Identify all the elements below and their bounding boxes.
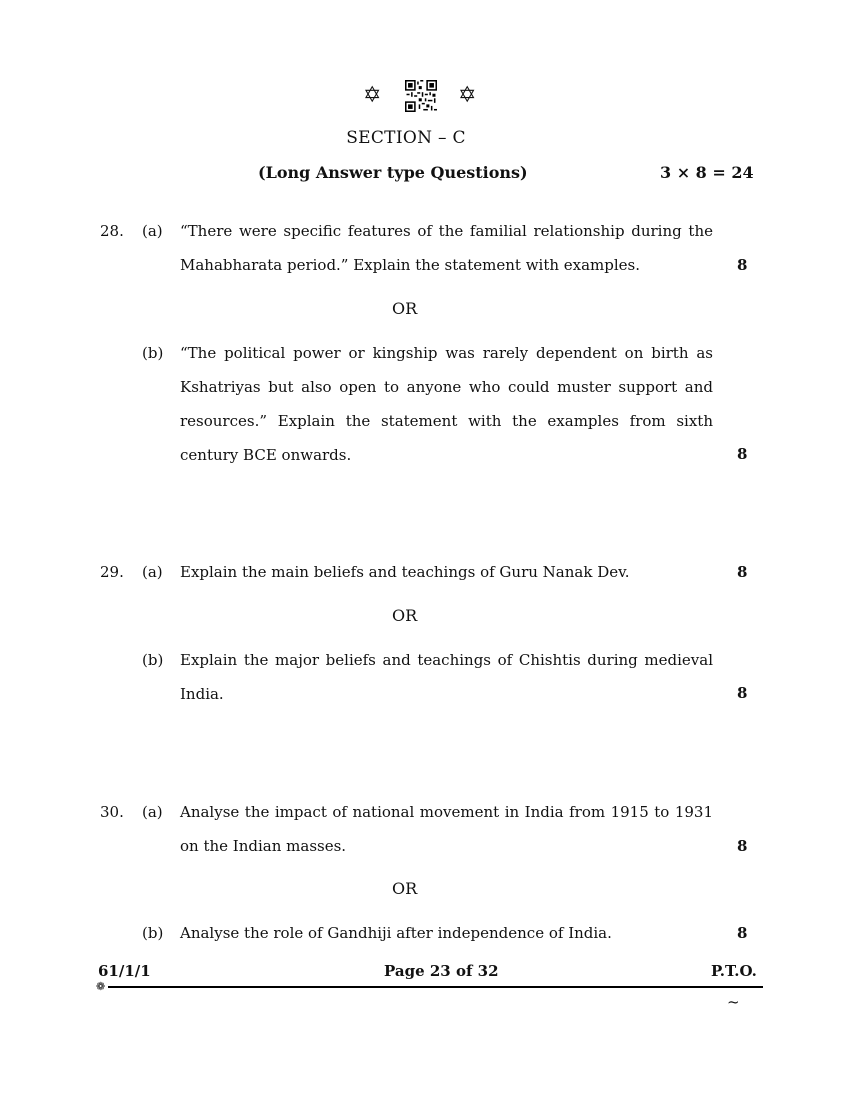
emblem-icon: ❁ — [96, 980, 106, 993]
question-number: 29. — [100, 563, 124, 581]
question-text: Analyse the role of Gandhiji after independence of India. — [180, 924, 612, 942]
question-number: 30. — [100, 803, 124, 821]
or-separator: OR — [392, 606, 418, 625]
section-title: SECTION – C — [346, 128, 466, 148]
or-separator: OR — [392, 299, 418, 318]
question-part-label: (b) — [142, 924, 164, 942]
question-text: Analyse the impact of national movement in India from 1915 to 1931 on the Indian masses. — [180, 803, 713, 855]
question-text: Explain the main beliefs and teachings of Guru Nanak Dev. — [180, 563, 630, 581]
question-part-label: (b) — [142, 651, 164, 669]
or-separator: OR — [392, 879, 418, 898]
section-marks-total: 3 × 8 = 24 — [660, 163, 754, 182]
question-text: “The political power or kingship was rarely dependent on birth as Kshatriyas but also open to anyone who could muster support and resources.” Explain the statement with the examples from sixth century BCE onwards. — [180, 344, 713, 464]
question-part-label: (a) — [142, 803, 163, 821]
question-marks: 8 — [737, 445, 748, 463]
question-marks: 8 — [737, 684, 748, 702]
pto-label: P.T.O. — [711, 962, 757, 980]
question-part-label: (a) — [142, 222, 163, 240]
tilde-mark: ~ — [727, 993, 740, 1011]
question-marks: 8 — [737, 837, 748, 855]
qr-code-icon — [405, 80, 437, 116]
question-text: “There were specific features of the familial relationship during the Mahabharata period.” Explain the statement with examples. — [180, 222, 713, 274]
question-marks: 8 — [737, 563, 748, 581]
page-number: Page 23 of 32 — [384, 962, 499, 980]
star-of-david-icon-right: ✡ — [458, 83, 477, 108]
question-text: Explain the major beliefs and teachings of Chishtis during medieval India. — [180, 651, 713, 703]
question-marks: 8 — [737, 924, 748, 942]
paper-code: 61/1/1 — [98, 962, 151, 980]
question-number: 28. — [100, 222, 124, 240]
question-part-label: (b) — [142, 344, 164, 362]
footer-rule — [108, 986, 763, 988]
star-of-david-icon-left: ✡ — [363, 83, 382, 108]
question-marks: 8 — [737, 256, 748, 274]
question-part-label: (a) — [142, 563, 163, 581]
section-subtitle: (Long Answer type Questions) — [258, 163, 528, 182]
